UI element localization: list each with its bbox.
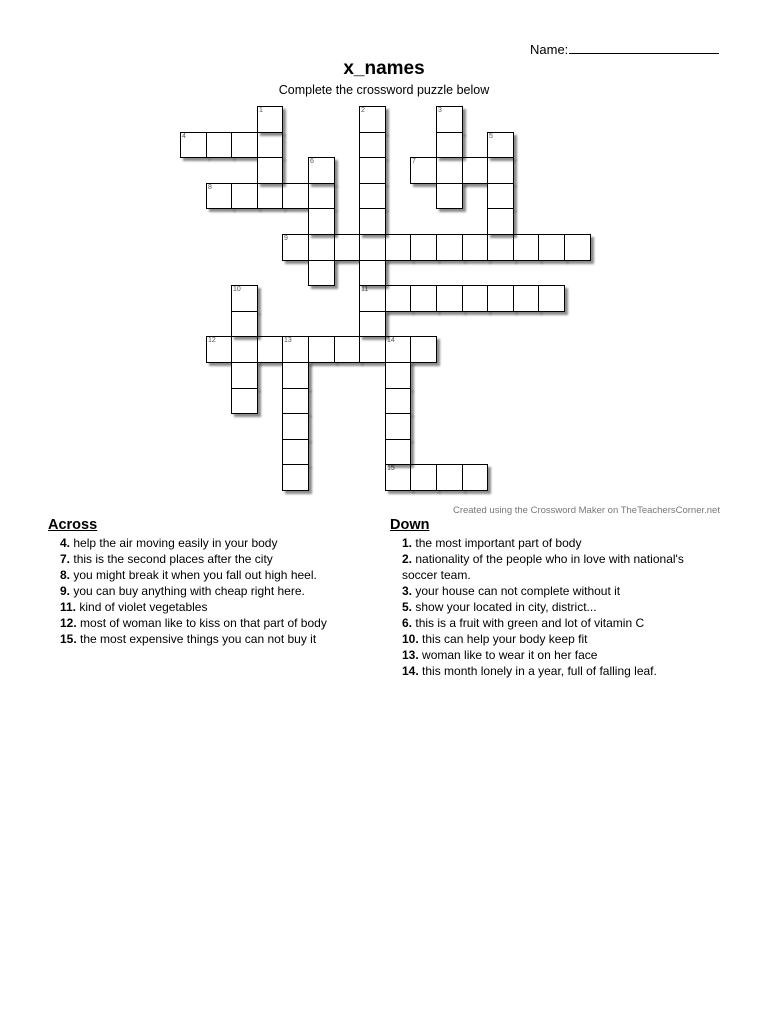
crossword-cell[interactable]	[359, 157, 386, 184]
crossword-cell[interactable]	[257, 157, 283, 184]
clue-down-10: 10. this can help your body keep fit	[402, 632, 588, 646]
crossword-cell[interactable]	[282, 413, 309, 440]
crossword-cell[interactable]	[564, 234, 591, 261]
crossword-cell[interactable]	[436, 464, 463, 491]
crossword-cell[interactable]	[231, 285, 258, 312]
puzzle-title: x_names	[343, 58, 425, 79]
crossword-cell[interactable]	[436, 183, 463, 209]
crossword-cell[interactable]	[385, 234, 411, 261]
clue-down-2: 2. nationality of the people who in love with national's soccer team.	[402, 552, 684, 582]
crossword-cell[interactable]	[538, 234, 565, 261]
crossword-cell[interactable]	[308, 260, 335, 286]
down-clues	[390, 517, 720, 679]
clue-number: 5	[489, 133, 493, 140]
clue-down-13: 13. woman like to wear it on her face	[402, 648, 598, 662]
clue-number: 6	[310, 158, 314, 165]
crossword-cell[interactable]	[385, 464, 411, 491]
crossword-cell[interactable]	[385, 388, 411, 414]
crossword-cell[interactable]	[462, 285, 488, 312]
clue-across-7: 7. this is the second places after the city	[60, 552, 273, 566]
crossword-cell[interactable]	[410, 464, 437, 491]
crossword-cell[interactable]	[410, 336, 437, 363]
crossword-cell[interactable]	[513, 285, 539, 312]
crossword-cell[interactable]	[334, 336, 360, 363]
crossword-cell[interactable]	[385, 362, 411, 389]
clue-down-1: 1. the most important part of body	[402, 536, 582, 550]
crossword-cell[interactable]	[436, 285, 463, 312]
clue-across-15: 15. the most expensive things you can not buy it	[60, 632, 317, 646]
crossword-cell[interactable]	[282, 439, 309, 465]
crossword-cell[interactable]	[462, 157, 488, 184]
crossword-cell[interactable]	[206, 336, 232, 363]
crossword-cell[interactable]	[282, 336, 309, 363]
crossword-cell[interactable]	[487, 234, 514, 261]
clue-across-11: 11. kind of violet vegetables	[60, 600, 208, 614]
crossword-cell[interactable]	[538, 285, 565, 312]
clue-down-14: 14. this month lonely in a year, full of falling leaf.	[402, 664, 657, 678]
crossword-cell[interactable]	[257, 336, 283, 363]
crossword-cell[interactable]	[308, 234, 335, 261]
crossword-cell[interactable]	[359, 336, 386, 363]
crossword-cell[interactable]	[231, 311, 258, 337]
crossword-cell[interactable]	[462, 234, 488, 261]
crossword-cell[interactable]	[487, 132, 514, 158]
across-clues	[48, 517, 378, 647]
crossword-cell[interactable]	[282, 362, 309, 389]
puzzle-subtitle: Complete the crossword puzzle below	[278, 83, 490, 97]
crossword-cell[interactable]	[359, 208, 386, 235]
clue-number: 10	[233, 286, 241, 293]
clue-down-6: 6. this is a fruit with green and lot of vitamin C	[402, 616, 645, 630]
crossword-cell[interactable]	[257, 132, 283, 158]
crossword-cell[interactable]	[410, 234, 437, 261]
clue-across-12: 12. most of woman like to kiss on that part of body	[60, 616, 327, 630]
crossword-cell[interactable]	[180, 132, 207, 158]
clue-number: 7	[412, 158, 416, 165]
crossword-cell[interactable]	[231, 362, 258, 389]
crossword-cell[interactable]	[359, 106, 386, 133]
crossword-cell[interactable]	[231, 388, 258, 414]
crossword-cell[interactable]	[385, 285, 411, 312]
crossword-cell[interactable]	[359, 183, 386, 209]
crossword-cell[interactable]	[513, 234, 539, 261]
crossword-cell[interactable]	[359, 234, 386, 261]
clue-number: 3	[438, 107, 442, 114]
crossword-cell[interactable]	[436, 157, 463, 184]
crossword-cell[interactable]	[206, 132, 232, 158]
crossword-grid	[0, 0, 768, 510]
credit-line: Created using the Crossword Maker on TheTeachersCorner.net	[452, 505, 720, 516]
crossword-cell[interactable]	[385, 413, 411, 440]
clue-across-8: 8. you might break it when you fall out high heel.	[60, 568, 317, 582]
clue-across-4: 4. help the air moving easily in your body	[60, 536, 278, 550]
crossword-cell[interactable]	[462, 464, 488, 491]
crossword-cell[interactable]	[359, 132, 386, 158]
crossword-cell[interactable]	[359, 285, 386, 312]
crossword-cell[interactable]	[257, 106, 283, 133]
crossword-cell[interactable]	[487, 285, 514, 312]
crossword-cell[interactable]	[308, 336, 335, 363]
crossword-cell[interactable]	[410, 285, 437, 312]
across-heading: Across	[48, 517, 98, 533]
crossword-cell[interactable]	[436, 106, 463, 133]
clue-number: 15	[387, 465, 395, 472]
clue-number: 11	[361, 286, 369, 293]
crossword-cell[interactable]	[487, 208, 514, 235]
clue-number: 1	[259, 107, 263, 114]
crossword-cell[interactable]	[231, 132, 258, 158]
crossword-cell[interactable]	[308, 183, 335, 209]
crossword-cell[interactable]	[282, 464, 309, 491]
clue-across-9: 9. you can buy anything with cheap right here.	[60, 584, 305, 598]
crossword-cell[interactable]	[231, 336, 258, 363]
clue-down-5: 5. show your located in city, district...	[402, 600, 597, 614]
crossword-cell[interactable]	[410, 157, 437, 184]
name-label: Name:	[530, 42, 569, 57]
crossword-cell[interactable]	[231, 183, 258, 209]
crossword-cell[interactable]	[206, 183, 232, 209]
crossword-cell[interactable]	[308, 208, 335, 235]
crossword-cell[interactable]	[487, 157, 514, 184]
crossword-cell[interactable]	[282, 388, 309, 414]
crossword-cell[interactable]	[282, 234, 309, 261]
clue-down-3: 3. your house can not complete without it	[402, 584, 621, 598]
crossword-cell[interactable]	[436, 132, 463, 158]
crossword-cell[interactable]	[385, 439, 411, 465]
crossword-cell[interactable]	[257, 183, 283, 209]
clue-number: 8	[208, 184, 212, 191]
crossword-cell[interactable]	[359, 311, 386, 337]
crossword-cell[interactable]	[282, 183, 309, 209]
crossword-cell[interactable]	[359, 260, 386, 286]
crossword-cell[interactable]	[308, 157, 335, 184]
crossword-cell[interactable]	[436, 234, 463, 261]
clue-number: 9	[284, 235, 288, 242]
crossword-cell[interactable]	[385, 336, 411, 363]
down-heading: Down	[390, 517, 430, 533]
clue-number: 13	[284, 337, 292, 344]
clue-number: 4	[182, 133, 186, 140]
clue-number: 12	[208, 337, 216, 344]
crossword-cell[interactable]	[334, 234, 360, 261]
crossword-cell[interactable]	[487, 183, 514, 209]
clue-number: 14	[387, 337, 395, 344]
clue-number: 2	[361, 107, 365, 114]
